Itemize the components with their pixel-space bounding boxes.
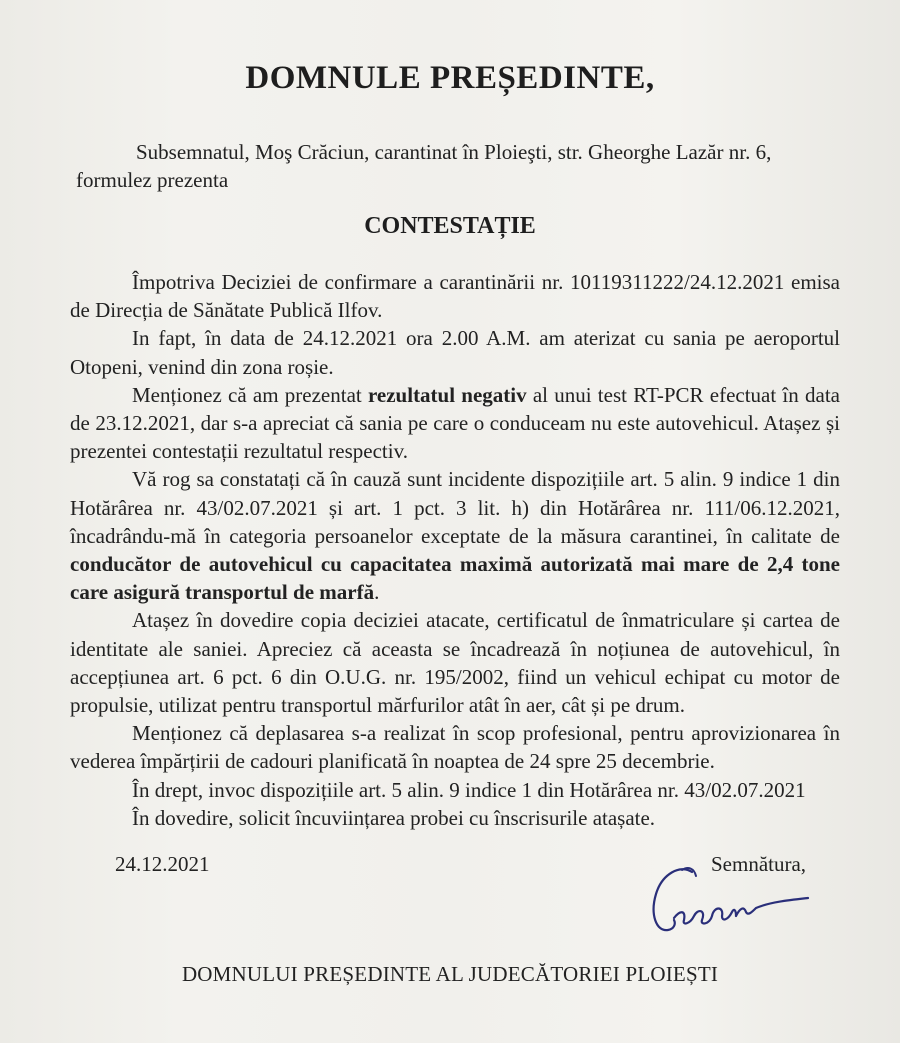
- paragraph-3-after: al unui test RT-PCR efectuat în data de 23.12.2021, dar s-a apreciat că sania pe care o conduceam nu este autovehicul. Atașez și prezentei contestații rezultatul respectiv.: [70, 382, 840, 464]
- document-body: [70, 268, 840, 832]
- paragraph-6: Menționez că deplasarea s-a realizat în scop profesional, pentru aprovizionarea în vederea împărțirii de cadouri planificată în noaptea de 24 spre 25 decembrie.: [70, 721, 840, 774]
- intro-line-2: formulez prezenta: [76, 168, 229, 192]
- paragraph-4-bold: conducător de autovehicul cu capacitatea maximă autorizată mai mare de 2,4 tone care asigură transportul de marfă: [70, 552, 840, 605]
- paragraph-4: [70, 465, 840, 606]
- paragraph-4-after: .: [374, 580, 380, 605]
- paragraph-8: În dovedire, solicit încuviințarea probei cu înscrisurile atașate.: [132, 805, 656, 830]
- intro-paragraph: [76, 138, 836, 194]
- paragraph-3-before: Menționez că am prezentat: [132, 382, 368, 407]
- paragraph-2: In fapt, în data de 24.12.2021 ora 2.00 A.M. am aterizat cu sania pe aeroportul Otopeni, venind din zona roșie.: [70, 326, 840, 379]
- paragraph-3-bold: rezultatul negativ: [367, 382, 527, 407]
- document-subtitle: CONTESTAȚIE: [364, 213, 536, 239]
- document-title: DOMNULE PREȘEDINTE,: [245, 60, 655, 96]
- document-date: 24.12.2021: [115, 852, 210, 876]
- paragraph-4-before: Vă rog sa constatați că în cauză sunt incidente dispozițiile art. 5 alin. 9 indice 1 din Hotărârea nr. 43/02.07.2021 și art. 1 pct. 3 lit. h) din Hotărârea nr. 111/06.12.2021, încadrându-mă în categoria persoanelor exceptate de la măsura carantinei, în calitate de: [70, 467, 840, 548]
- document-footer-addressee: DOMNULUI PREȘEDINTE AL JUDECĂTORIEI PLOIEȘTI: [181, 962, 719, 986]
- paragraph-5: Atașez în dovedire copia deciziei atacate, certificatul de înmatriculare și cartea de identitate ale saniei. Apreciez că aceasta se încadrează în noțiunea de autovehicul, în accepțiunea art. 6 pct. 6 din O.U.G. nr. 195/2002, fiind un vehicul echipat cu motor de propulsie, utilizat pentru transportul mărfurilor atât în aer, cât și pe drum.: [70, 608, 840, 718]
- intro-line-1: Subsemnatul, Moş Crăciun, carantinat în Ploieşti, str. Gheorghe Lazăr nr. 6,: [136, 140, 772, 164]
- paragraph-7: În drept, invoc dispozițiile art. 5 alin. 9 indice 1 din Hotărârea nr. 43/02.07.2021: [132, 777, 806, 802]
- handwritten-signature-icon: [640, 860, 840, 940]
- paragraph-1: Împotriva Deciziei de confirmare a carantinării nr. 10119311222/24.12.2021 emisa de Direcția de Sănătate Publică Ilfov.: [70, 270, 840, 323]
- paragraph-3: [70, 381, 840, 466]
- signature-label: Semnătura,: [711, 852, 807, 876]
